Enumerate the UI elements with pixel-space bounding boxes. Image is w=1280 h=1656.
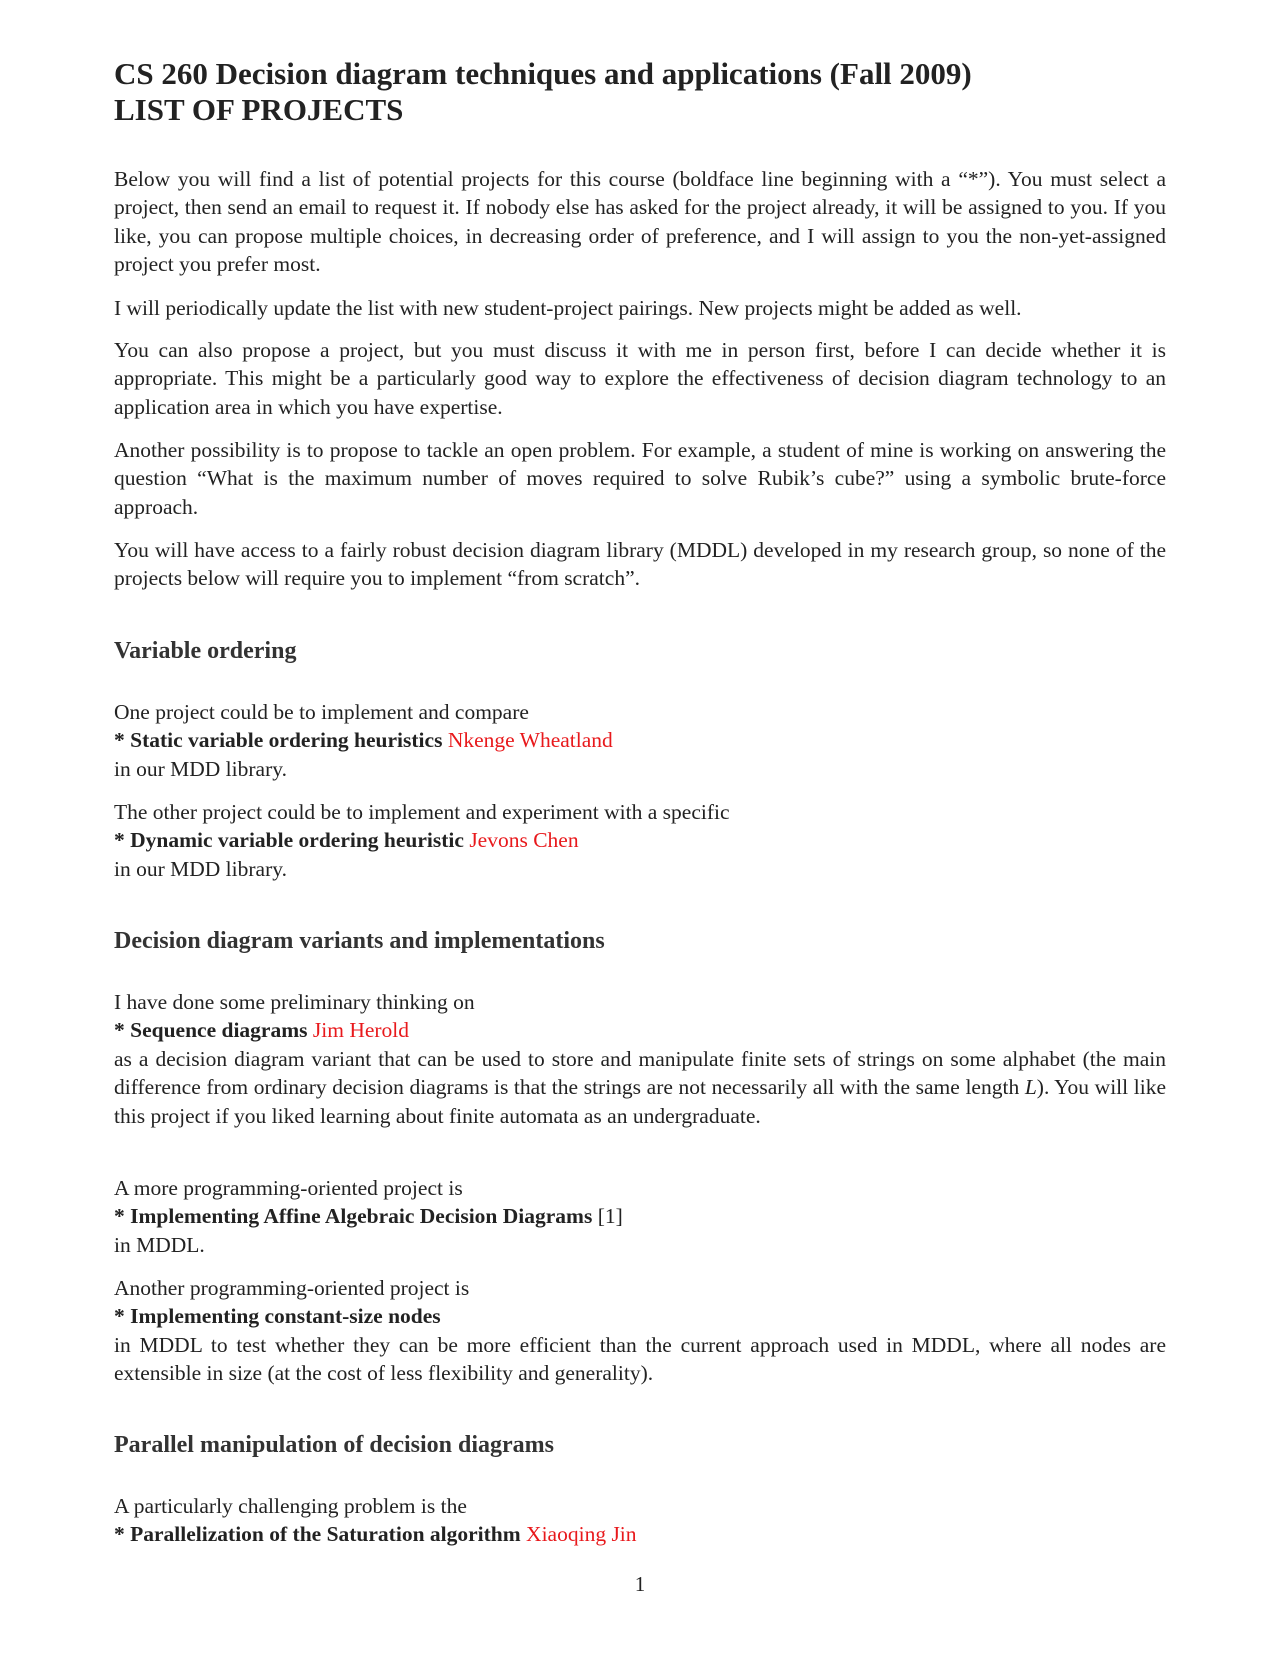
page-number: 1 [634, 1572, 646, 1596]
project-title: * Sequence diagrams [114, 1018, 308, 1043]
intro-paragraph-1: Below you will find a list of potential projects for this course (boldface line beginning with a “*”). You must select a project, then send an email to request it. If nobody else has asked for the project already, it will be assigned to you. If you like, you can propose multiple choices, in decreasing order of preference, and I will assign to you the non-yet-assigned project you prefer most. [114, 167, 1166, 277]
project-static-ordering [114, 698, 1166, 783]
assigned-student: Nkenge Wheatland [447, 728, 613, 753]
project-outro: in MDDL to test whether they can be more efficient than the current approach used in MDDL, where all nodes are extensible in size (at the cost of less flexibility and generality). [114, 1332, 1166, 1386]
project-intro: Another programming-oriented project is [114, 1276, 470, 1300]
project-intro: The other project could be to implement and experiment with a specific [114, 800, 730, 824]
project-intro: One project could be to implement and compare [114, 700, 529, 724]
intro-paragraph-5: You will have access to a fairly robust decision diagram library (MDDL) developed in my research group, so none of the projects below will require you to implement “from scratch”. [114, 538, 1166, 591]
section-heading-variable-ordering: Variable ordering [114, 638, 297, 664]
intro-paragraph-4: Another possibility is to propose to tackle an open problem. For example, a student of mine is working on answering the question “What is the maximum number of moves required to solve Rubik’s cube?” using a symbolic brute-force approach. [114, 438, 1166, 519]
intro-paragraph-3: You can also propose a project, but you must discuss it with me in person first, before I can decide whether it is appropriate. This might be a particularly good way to explore the effectiveness of decision diagram technology to an application area in which you have expertise. [114, 338, 1166, 419]
project-constant-size-nodes [114, 1274, 1166, 1388]
title-line-1: CS 260 Decision diagram techniques and applications (Fall 2009) [114, 56, 972, 91]
assigned-student: Jim Herold [312, 1018, 410, 1043]
intro-paragraph-2: I will periodically update the list with new student-project pairings. New projects might be added as well. [114, 296, 1022, 320]
project-intro: A more programming-oriented project is [114, 1176, 463, 1200]
project-outro: in MDDL. [114, 1232, 205, 1257]
project-sequence-diagrams [114, 988, 1166, 1130]
project-intro: A particularly challenging problem is the [114, 1494, 467, 1518]
project-title: * Implementing Affine Algebraic Decision Diagrams [114, 1204, 593, 1229]
project-dynamic-ordering [114, 798, 1166, 883]
project-title: * Static variable ordering heuristics [114, 728, 443, 753]
project-outro: in our MDD library. [114, 756, 287, 781]
assigned-student: Xiaoqing Jin [526, 1522, 637, 1547]
assigned-student: Jevons Chen [469, 828, 579, 853]
title-line-2: LIST OF PROJECTS [114, 92, 404, 127]
doc-title [114, 56, 972, 128]
project-title: * Dynamic variable ordering heuristic [114, 828, 464, 853]
project-intro: I have done some preliminary thinking on [114, 990, 475, 1014]
section-heading-variants: Decision diagram variants and implementations [114, 928, 605, 954]
citation-link[interactable]: [1] [597, 1204, 623, 1229]
project-outro: in our MDD library. [114, 856, 287, 881]
project-parallel-saturation [114, 1492, 1166, 1549]
project-affine-add [114, 1174, 1166, 1259]
section-heading-parallel: Parallel manipulation of decision diagrams [114, 1432, 555, 1458]
project-title: * Implementing constant-size nodes [114, 1304, 441, 1329]
project-outro: as a decision diagram variant that can be used to store and manipulate finite sets of strings on some alphabet (the main difference from ordinary decision diagrams is that the strings are not necessarily all with the same length L). You will like this project if you liked learning about finite automata as an undergraduate. [114, 1046, 1166, 1128]
project-title: * Parallelization of the Saturation algorithm [114, 1522, 521, 1547]
